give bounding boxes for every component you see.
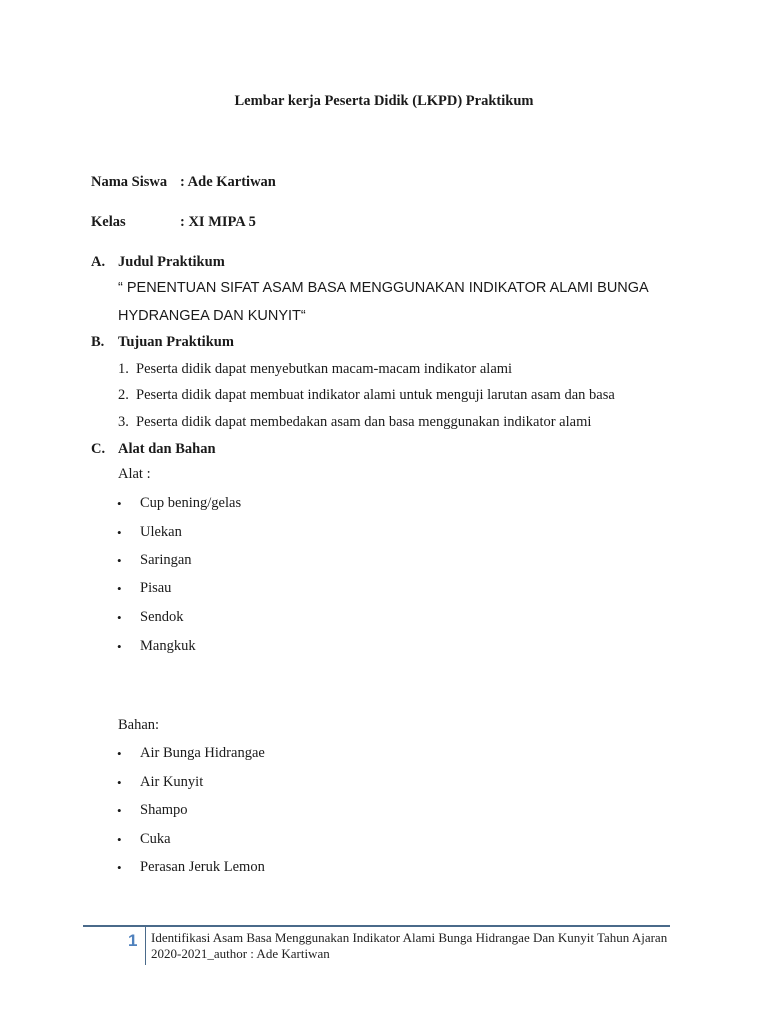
bullet-icon: •	[117, 775, 122, 790]
bullet-icon: •	[117, 525, 122, 540]
tool-item: Mangkuk	[140, 638, 196, 654]
tool-item: Sendok	[140, 609, 184, 625]
objective-text: Peserta didik dapat menyebutkan macam-macam indikator alami	[136, 361, 513, 377]
material-item: Cuka	[140, 831, 171, 847]
material-item: Air Bunga Hidrangae	[140, 745, 265, 761]
bullet-icon: •	[117, 610, 122, 625]
objective-number: 2.	[118, 387, 129, 403]
material-item: Air Kunyit	[140, 774, 204, 790]
objective-text: Peserta didik dapat membuat indikator alami untuk menguji larutan asam dan basa	[136, 387, 615, 403]
page-title: Lembar kerja Peserta Didik (LKPD) Praktikum	[234, 93, 534, 109]
bullet-icon: •	[117, 746, 122, 761]
footer-text: Identifikasi Asam Basa Menggunakan Indikator Alami Bunga Hidrangae Dan Kunyit Tahun Ajaran 2020-2021_author : Ade Kartiwan	[151, 930, 668, 961]
materials-label: Bahan:	[118, 717, 160, 733]
student-name-label: Nama Siswa	[91, 174, 168, 190]
page-number: 1	[128, 931, 138, 950]
section-c-marker: C.	[91, 441, 106, 457]
material-item: Perasan Jeruk Lemon	[140, 859, 265, 875]
class-label: Kelas	[91, 214, 126, 230]
section-c-heading: Alat dan Bahan	[118, 441, 216, 457]
student-name-value: : Ade Kartiwan	[180, 174, 276, 190]
bullet-icon: •	[117, 803, 122, 818]
class-value: : XI MIPA 5	[180, 214, 256, 230]
practicum-title-line1: “ PENENTUAN SIFAT ASAM BASA MENGGUNAKAN INDIKATOR ALAMI BUNGA	[118, 280, 649, 296]
tool-item: Pisau	[140, 580, 172, 596]
section-b-marker: B.	[91, 334, 105, 350]
practicum-title-line2: HYDRANGEA DAN KUNYIT“	[118, 308, 306, 324]
bullet-icon: •	[117, 581, 122, 596]
objective-number: 1.	[118, 361, 129, 377]
bullet-icon: •	[117, 832, 122, 847]
bullet-icon: •	[117, 639, 122, 654]
section-b-heading: Tujuan Praktikum	[118, 334, 234, 350]
tools-label: Alat :	[118, 466, 151, 482]
footer-divider	[83, 925, 670, 927]
tool-item: Cup bening/gelas	[140, 495, 242, 511]
tool-item: Ulekan	[140, 524, 182, 540]
objective-text: Peserta didik dapat membedakan asam dan basa menggunakan indikator alami	[136, 414, 592, 430]
footer-separator	[145, 927, 146, 965]
bullet-icon: •	[117, 860, 122, 875]
bullet-icon: •	[117, 496, 122, 511]
tool-item: Saringan	[140, 552, 192, 568]
objective-number: 3.	[118, 414, 129, 430]
section-a-heading: Judul Praktikum	[118, 254, 225, 270]
material-item: Shampo	[140, 802, 188, 818]
section-a-marker: A.	[91, 254, 106, 270]
bullet-icon: •	[117, 553, 122, 568]
